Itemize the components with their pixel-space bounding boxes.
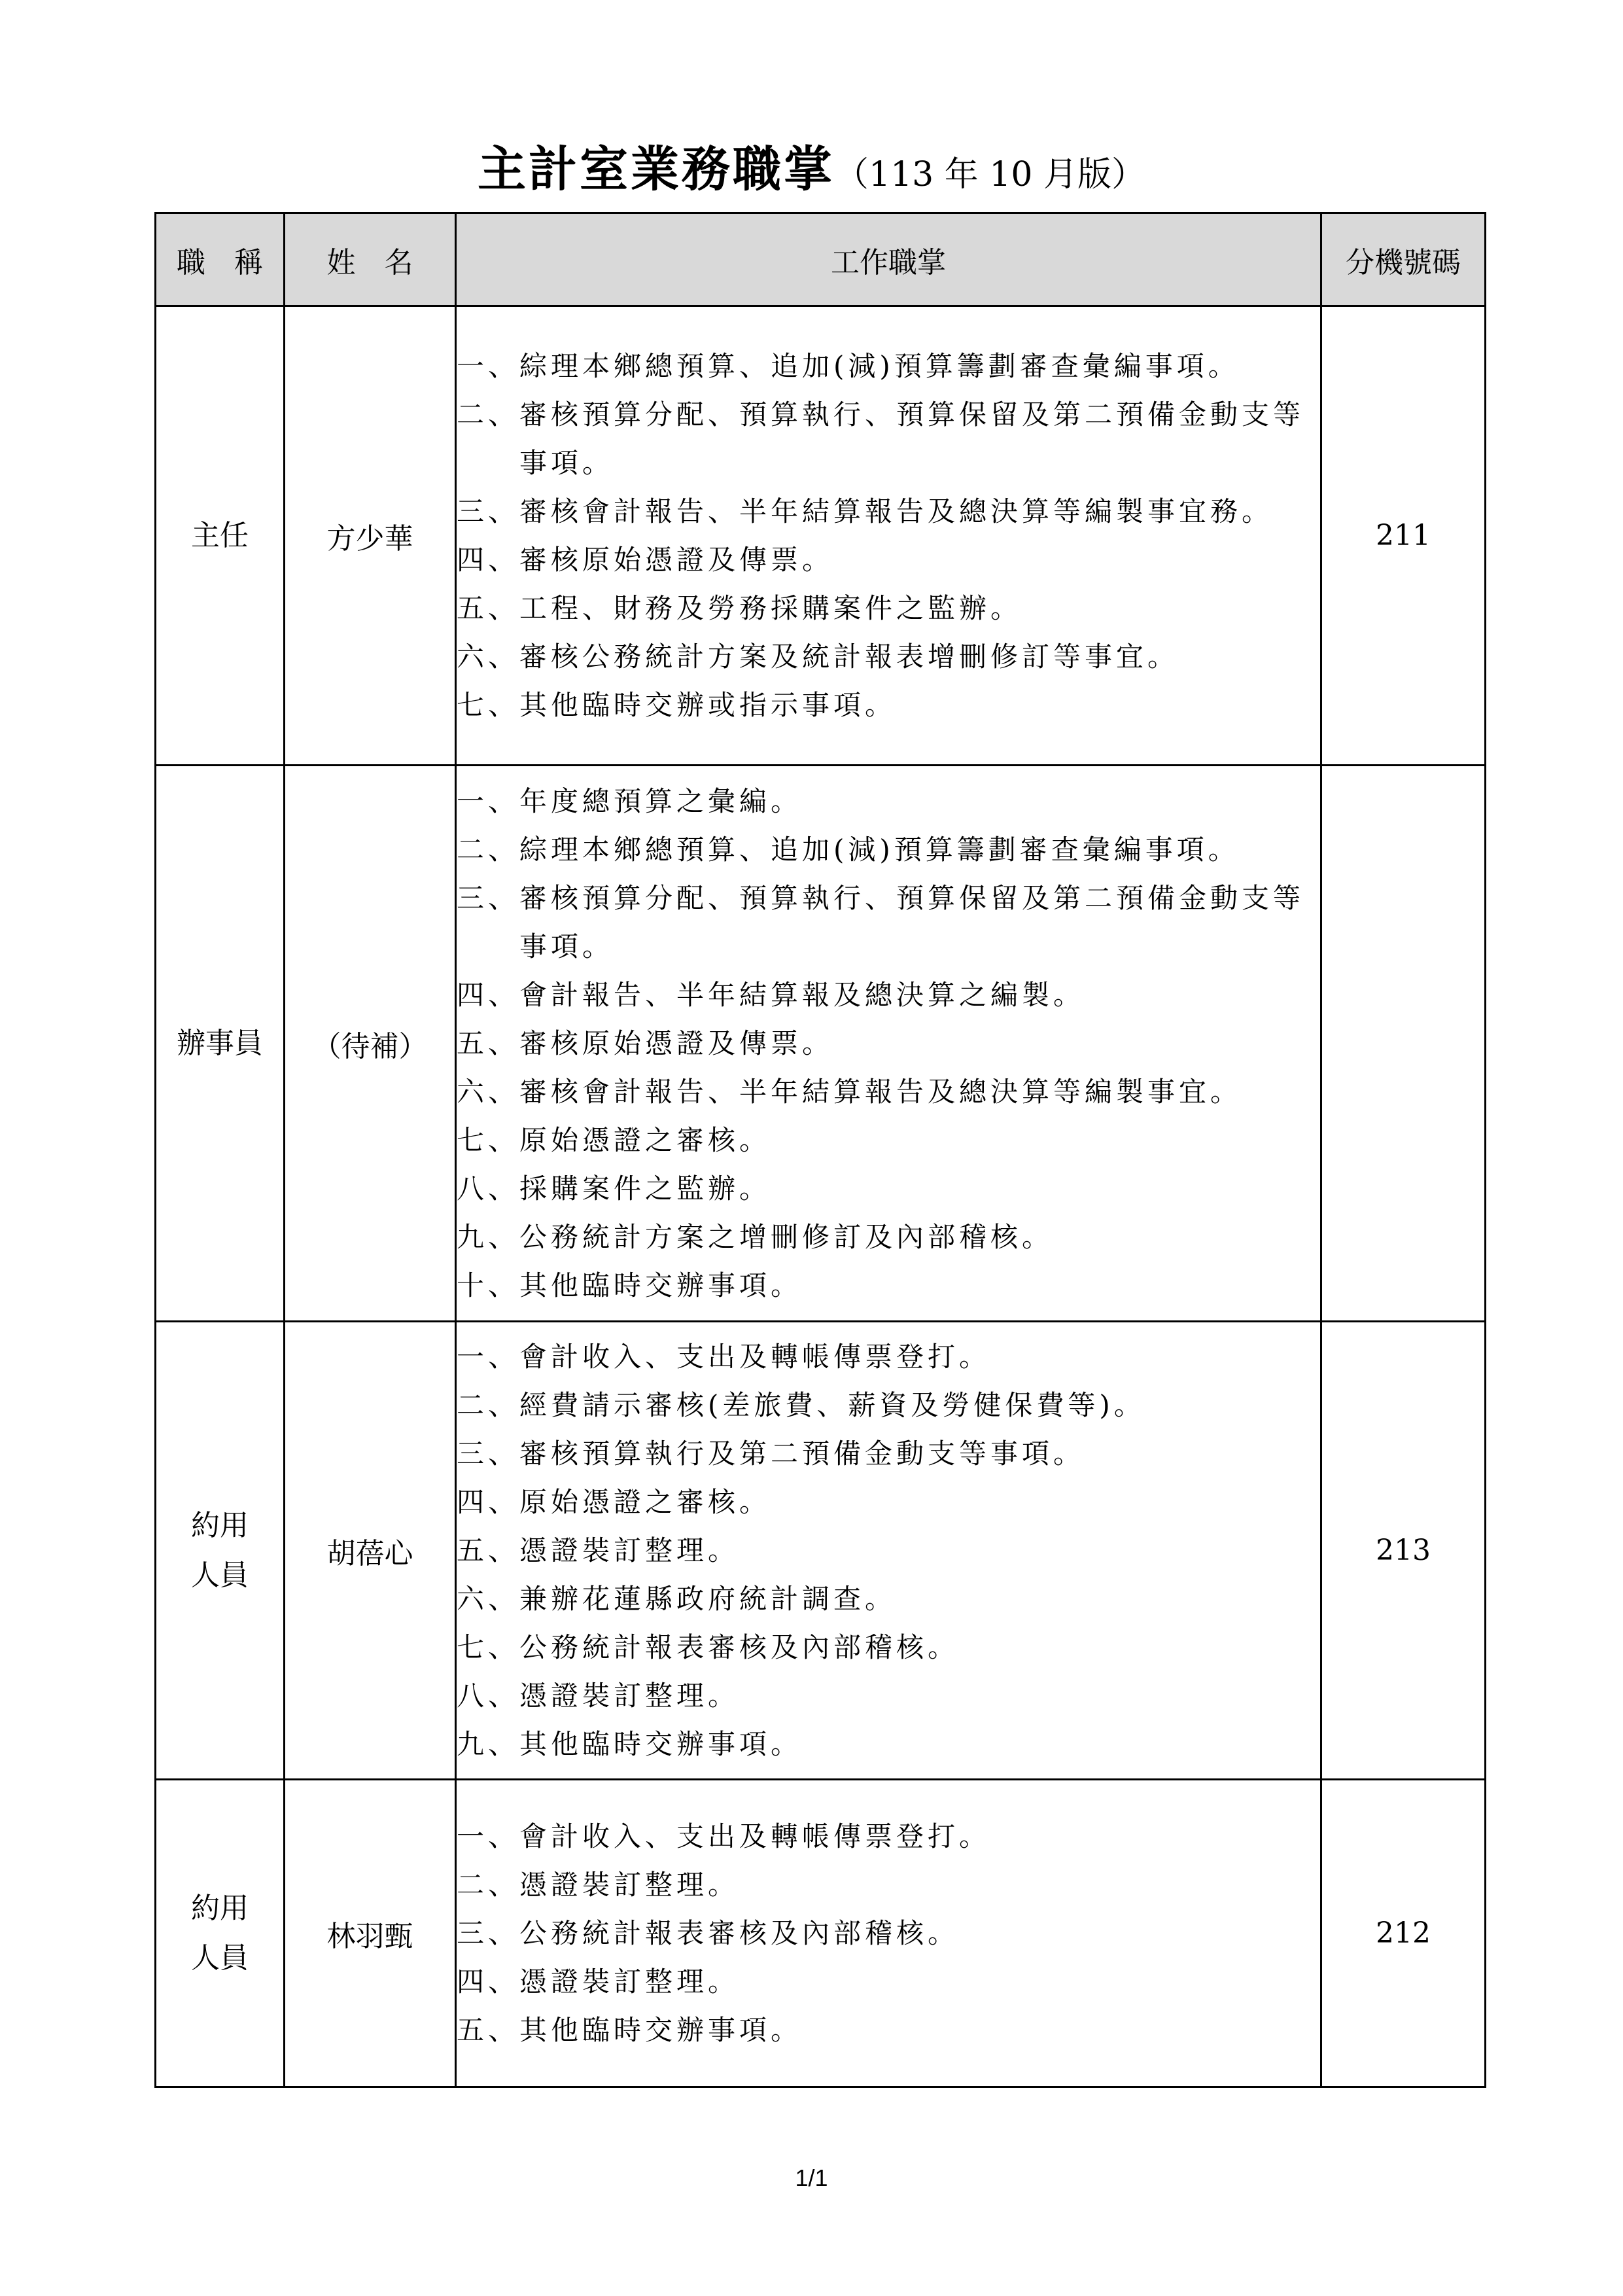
duties-table: [154, 212, 1486, 2088]
duty-item: 七、原始憑證之審核。: [457, 1123, 771, 1156]
duty-item: 五、憑證裝訂整理。: [457, 1534, 740, 1566]
header-extension: 分機號碼: [1321, 213, 1486, 306]
page-number: 1/1: [795, 2164, 828, 2191]
header-duties: 工作職掌: [456, 213, 1321, 306]
duty-item: 二、憑證裝訂整理。: [457, 1868, 740, 1901]
duty-item: 五、工程、財務及勞務採購案件之監辦。: [457, 592, 1022, 624]
duty-item: 七、其他臨時交辦或指示事項。: [457, 688, 897, 721]
table-header-row: [156, 213, 1486, 306]
duties-cell: [456, 766, 1321, 1322]
duty-item: 三、審核預算分配、預算執行、預算保留及第二預備金動支等事項。: [457, 881, 1305, 963]
duty-item: 一、綜理本鄉總預算、追加(減)預算籌劃審查彙編事項。: [457, 349, 1240, 382]
document-title: [0, 131, 1623, 200]
duty-item: 七、公務統計報表審核及內部稽核。: [457, 1631, 960, 1663]
job-title-line: 約用: [191, 1508, 249, 1542]
duty-item: 二、綜理本鄉總預算、追加(減)預算籌劃審查彙編事項。: [457, 833, 1240, 866]
duty-item: 三、審核會計報告、半年結算報告及總決算等編製事宜務。: [457, 495, 1274, 527]
name-cell: 胡蓓心: [285, 1322, 456, 1780]
extension-cell: 212: [1321, 1780, 1486, 2087]
table-row: [156, 1322, 1486, 1780]
duty-item: 四、原始憑證之審核。: [457, 1485, 771, 1518]
duty-item: 四、審核原始憑證及傳票。: [457, 543, 834, 576]
name-cell: 方少華: [285, 306, 456, 766]
duty-item: 二、經費請示審核(差旅費、薪資及勞健保費等)。: [457, 1388, 1145, 1421]
job-title-cell: [156, 1780, 285, 2087]
extension-cell: [1321, 766, 1486, 1322]
table-row: [156, 1780, 1486, 2087]
duty-item: 六、審核公務統計方案及統計報表增刪修訂等事宜。: [457, 640, 1179, 673]
job-title-cell: [156, 306, 285, 766]
duty-item: 八、憑證裝訂整理。: [457, 1679, 740, 1712]
duty-item: 一、年度總預算之彙編。: [457, 785, 803, 817]
duty-item: 三、公務統計報表審核及內部稽核。: [457, 1916, 960, 1949]
table-row: [156, 766, 1486, 1322]
title-main: 主計室業務職掌: [477, 141, 835, 198]
duty-item: 四、憑證裝訂整理。: [457, 1965, 740, 1998]
job-title-line: 人員: [191, 1558, 249, 1592]
duty-item: 十、其他臨時交辦事項。: [457, 1269, 803, 1301]
duty-item: 六、兼辦花蓮縣政府統計調查。: [457, 1582, 897, 1615]
table-row: [156, 306, 1486, 766]
duty-item: 一、會計收入、支出及轉帳傳票登打。: [457, 1340, 991, 1373]
extension-cell: 211: [1321, 306, 1486, 766]
duties-cell: [456, 306, 1321, 766]
header-title: 職 稱: [156, 213, 285, 306]
job-title-cell: [156, 766, 285, 1322]
duty-item: 四、會計報告、半年結算報及總決算之編製。: [457, 978, 1085, 1011]
name-cell: （待補）: [285, 766, 456, 1322]
duty-item: 五、其他臨時交辦事項。: [457, 2013, 803, 2046]
job-title-line: 約用: [191, 1891, 249, 1925]
job-title-line: 人員: [191, 1941, 249, 1975]
duties-cell: [456, 1322, 1321, 1780]
title-version: （113 年 10 月版）: [834, 155, 1145, 194]
name-cell: 林羽甄: [285, 1780, 456, 2087]
duties-cell: [456, 1780, 1321, 2087]
duty-item: 六、審核會計報告、半年結算報告及總決算等編製事宜。: [457, 1075, 1242, 1108]
duty-item: 八、採購案件之監辦。: [457, 1172, 771, 1205]
header-name: 姓 名: [285, 213, 456, 306]
duty-item: 五、審核原始憑證及傳票。: [457, 1027, 834, 1059]
job-title-cell: [156, 1322, 285, 1780]
duty-item: 一、會計收入、支出及轉帳傳票登打。: [457, 1820, 991, 1852]
job-title-line: 主任: [191, 518, 249, 552]
duty-item: 二、審核預算分配、預算執行、預算保留及第二預備金動支等事項。: [457, 398, 1305, 479]
table-body: [156, 306, 1486, 2087]
job-title-line: 辦事員: [177, 1026, 263, 1060]
duty-item: 九、公務統計方案之增刪修訂及內部稽核。: [457, 1220, 1054, 1253]
extension-cell: 213: [1321, 1322, 1486, 1780]
duty-item: 三、審核預算執行及第二預備金動支等事項。: [457, 1437, 1085, 1470]
duty-item: 九、其他臨時交辦事項。: [457, 1727, 803, 1760]
